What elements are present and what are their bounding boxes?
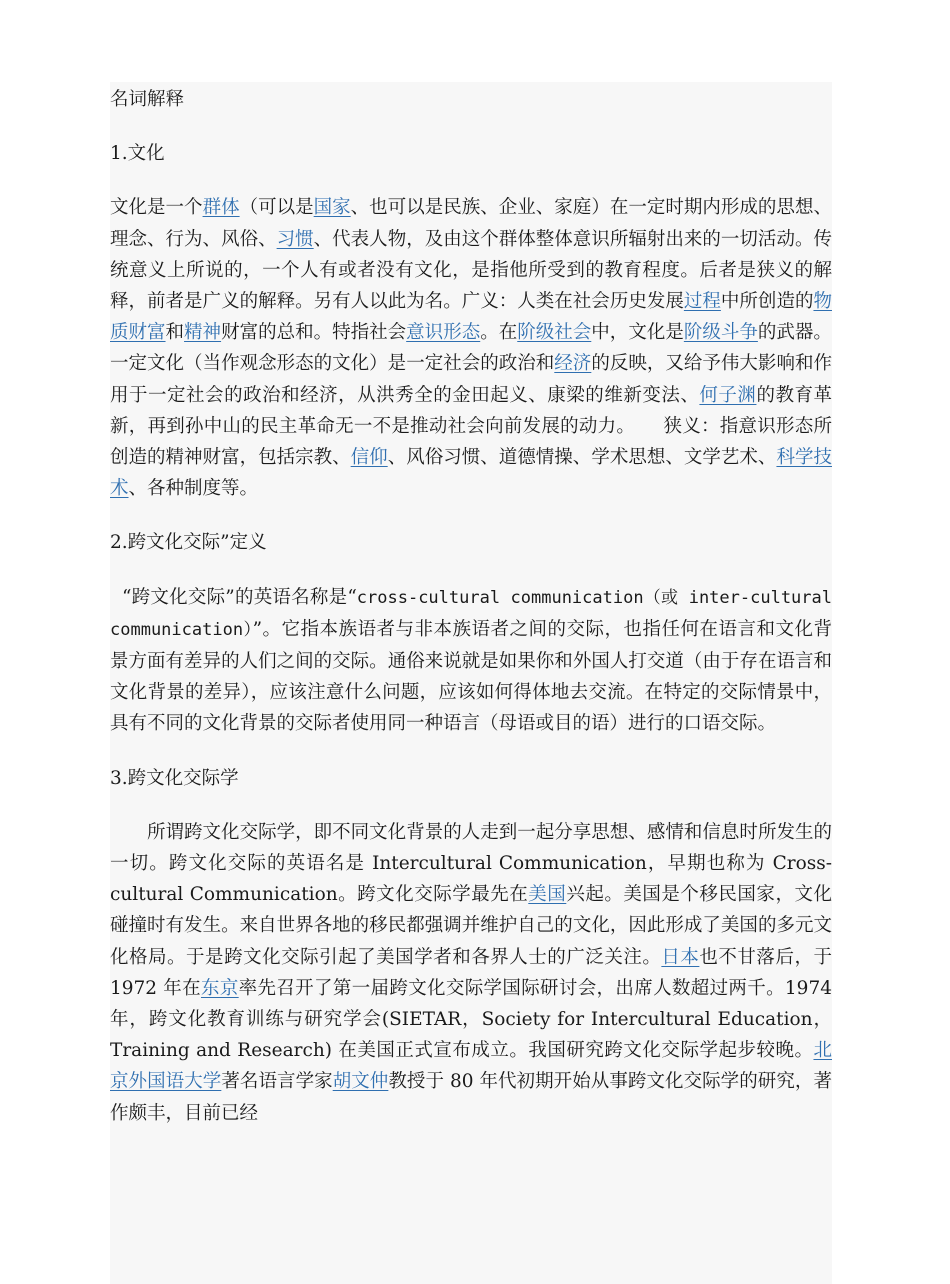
paragraph-text: “跨文化交际”的英语名称是“: [122, 586, 357, 608]
inline-link[interactable]: 何子渊: [699, 384, 757, 406]
paragraph-text: 教授于 80 年代初期开始从事跨文化交际学的研究，著作颇丰，目前已经: [110, 1071, 832, 1124]
inline-link[interactable]: 阶级斗争: [683, 322, 758, 344]
paragraph-text: ”。它指本族语者与非本族语者之间的交际，也指任何在语言和文化背景方面有差异的人们之间的交际。通俗来说就是如果你和外国人打交道（由于存在语言和文化背景的差异），应该注意什么问题，应该如何得体地去交流。在特定的交际情景中，具有不同的文化背景的交际者使用同一种语言（母语或目的语）进行的口语交际。: [110, 618, 832, 735]
inline-link[interactable]: 日本: [661, 946, 700, 968]
inline-link[interactable]: 过程: [683, 291, 721, 313]
inline-link[interactable]: 东京: [200, 977, 239, 999]
paragraph-text: 中所创造的: [720, 291, 814, 313]
section-3-heading: 3.跨文化交际学: [110, 767, 239, 789]
section-2-body: [110, 582, 832, 740]
inline-link[interactable]: 北京外国语大学: [110, 1040, 832, 1093]
paragraph-text: 著名语言学家: [221, 1071, 333, 1093]
section-1-body: [110, 192, 832, 504]
paragraph-text: 率先召开了第一届跨文化交际学国际研讨会，出席人数超过两千。1974 年，跨文化教育训练与研究学会(SIETAR，Society for Intercultural Education，Training and Research) 在美国正式宣布成立。我国研究跨文化交际学起步较晚。: [110, 977, 832, 1062]
inline-link[interactable]: 美国: [528, 884, 567, 906]
inline-link[interactable]: 胡文仲: [332, 1071, 389, 1093]
inline-link[interactable]: 国家: [313, 197, 351, 219]
paragraph-text: 中，文化是: [591, 322, 684, 344]
paragraph-text: 财富的总和。特指社会: [221, 322, 407, 344]
paragraph-text: 的反映，又给予伟大影响和作用于一定社会的政治和经济，从洪秀全的金田起义、康梁的维新变法、: [110, 353, 832, 406]
inline-link[interactable]: 阶级社会: [517, 322, 592, 344]
inline-link[interactable]: 精神: [184, 322, 222, 344]
english-term-text: cross-cultural communication（或 inter-cultural communication）: [110, 587, 832, 640]
inline-link[interactable]: 信仰: [350, 447, 388, 469]
paragraph-text: 、风俗习惯、道德情操、学术思想、文学艺术、: [387, 447, 777, 469]
section-2-heading: 2.跨文化交际”定义: [110, 532, 267, 554]
document-title: 名词解释: [110, 89, 185, 110]
inline-link[interactable]: 物质财富: [110, 291, 832, 344]
paragraph-text: 。在: [480, 322, 518, 344]
inline-link[interactable]: 科学技术: [110, 447, 832, 500]
inline-link[interactable]: 意识形态: [406, 322, 481, 344]
paragraph-text: 也不甘落后，于 1972 年在: [110, 946, 832, 999]
paragraph-text: 、也可以是民族、企业、家庭）在一定时期内形成的思想、理念、行为、风俗、: [110, 197, 832, 250]
section-3-body: [110, 817, 832, 1129]
document-content: [110, 82, 832, 1152]
paragraph-text: 、各种制度等。: [128, 478, 259, 500]
paragraph-text: 的教育革新，再到孙中山的民主革命无一不是推动社会向前发展的动力。 狭义：指意识形态所创造的精神财富，包括宗教、: [110, 384, 832, 469]
paragraph-text: （可以是: [239, 197, 314, 219]
inline-link[interactable]: 群体: [202, 197, 240, 219]
inline-link[interactable]: 习惯: [276, 228, 314, 250]
paragraph-text: 、代表人物，及由这个群体整体意识所辐射出来的一切活动。传统意义上所说的，一个人有或者没有文化，是指他所受到的教育程度。后者是狭义的解释，前者是广义的解释。另有人以此为名。广义：人类在社会历史发展: [110, 228, 832, 313]
section-1-heading: 1.文化: [110, 143, 165, 165]
paragraph-text: 兴起。美国是个移民国家，文化碰撞时有发生。来自世界各地的移民都强调并维护自己的文化，因此形成了美国的多元文化格局。于是跨文化交际引起了美国学者和各界人士的广泛关注。: [110, 884, 832, 968]
paragraph-text: 所谓跨文化交际学，即不同文化背景的人走到一起分享思想、感情和信息时所发生的一切。跨文化交际的英语名是 Intercultural Communication，早期也称为 Cross-cultural Communication。跨文化交际学最先在: [110, 821, 832, 906]
inline-link[interactable]: 经济: [554, 353, 592, 375]
paragraph-text: 和: [165, 322, 185, 344]
paragraph-text: 的武器。一定文化（当作观念形态的文化）是一定社会的政治和: [110, 322, 832, 375]
document-page: [110, 82, 832, 1284]
paragraph-text: 文化是一个: [110, 197, 203, 219]
